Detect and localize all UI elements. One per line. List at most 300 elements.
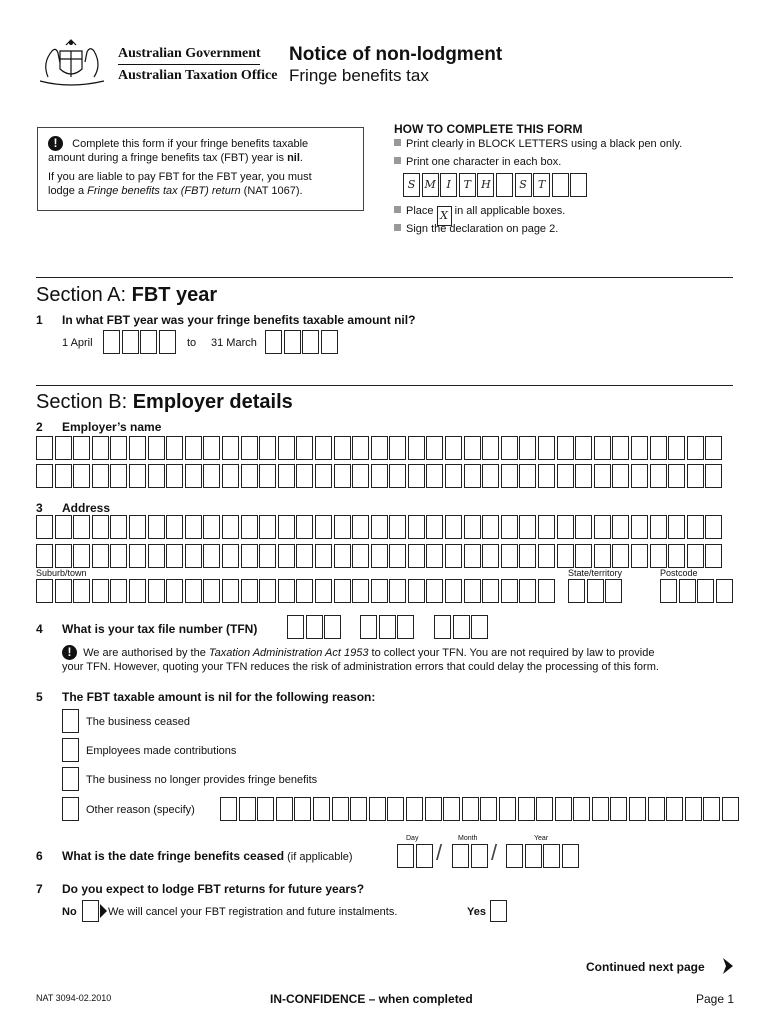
character-cell[interactable] [687,544,704,568]
agency-name: Australian Government [118,46,261,61]
character-cell[interactable] [371,579,388,603]
character-cell[interactable] [443,797,460,821]
character-cell[interactable] [334,544,351,568]
character-cell[interactable] [110,464,127,488]
character-cell[interactable] [462,797,479,821]
year-label: Year [534,835,549,842]
character-cell[interactable] [482,464,499,488]
character-cell[interactable] [222,544,239,568]
info-nat: (NAT 1067). [240,185,303,197]
character-cell[interactable] [519,544,536,568]
q6-question-text: What is the date fringe benefits ceased [62,849,285,863]
character-cell[interactable] [650,464,667,488]
character-cell[interactable] [445,579,462,603]
character-cell[interactable] [525,844,542,868]
character-cell[interactable] [506,844,523,868]
character-cell[interactable] [92,544,109,568]
q2-question: Employer’s name [62,420,162,434]
character-cell[interactable] [464,579,481,603]
character-cell[interactable] [55,515,72,539]
character-cell[interactable] [92,464,109,488]
reason-no-longer-checkbox[interactable] [62,767,79,791]
character-cell[interactable] [278,464,295,488]
character-cell[interactable] [464,515,481,539]
date-year[interactable] [506,844,580,868]
character-cell[interactable] [222,579,239,603]
character-cell[interactable] [519,464,536,488]
character-cell[interactable] [538,515,555,539]
character-cell[interactable] [360,615,377,639]
character-cell[interactable] [352,544,369,568]
character-cell[interactable] [73,579,90,603]
character-cell[interactable] [203,464,220,488]
character-cell[interactable] [425,797,442,821]
character-cell[interactable] [166,544,183,568]
character-cell[interactable] [220,797,237,821]
character-cell[interactable] [594,436,611,460]
character-cell[interactable] [612,515,629,539]
character-cell[interactable] [562,844,579,868]
form-code: NAT 3094-02.2010 [36,993,112,1003]
character-cell[interactable] [166,515,183,539]
character-cell[interactable] [389,544,406,568]
example-cell: M [422,173,439,197]
character-cell[interactable] [408,515,425,539]
q2-number: 2 [36,420,43,434]
character-cell[interactable] [389,579,406,603]
character-cell[interactable] [379,615,396,639]
other-reason-field[interactable] [220,797,741,821]
section-b-label: Section B: [36,391,133,413]
example-cell [496,173,513,197]
character-cell[interactable] [464,464,481,488]
state-field[interactable] [568,579,624,603]
character-cell[interactable] [501,544,518,568]
character-cell[interactable] [313,797,330,821]
character-cell[interactable] [538,544,555,568]
character-cell[interactable] [501,515,518,539]
section-b-name: Employer details [132,391,293,413]
character-cell[interactable] [241,436,258,460]
character-cell[interactable] [594,544,611,568]
character-cell[interactable] [332,797,349,821]
character-cell[interactable] [129,579,146,603]
character-cell[interactable] [538,436,555,460]
character-cell[interactable] [369,797,386,821]
example-cell: H [477,173,494,197]
character-cell[interactable] [612,464,629,488]
character-cell[interactable] [36,464,53,488]
suburb-field[interactable] [36,579,557,603]
character-cell[interactable] [471,844,488,868]
date-month[interactable] [452,844,489,868]
character-cell[interactable] [555,797,572,821]
character-cell[interactable] [92,436,109,460]
character-cell[interactable] [371,515,388,539]
character-cell[interactable] [434,615,451,639]
character-cell[interactable] [453,615,470,639]
character-cell[interactable] [148,544,165,568]
alert-icon: ! [48,136,63,151]
character-cell[interactable] [334,579,351,603]
reason-ceased-label: The business ceased [86,716,190,728]
employer-name-line-2[interactable] [36,464,724,488]
reason-ceased-checkbox[interactable] [62,709,79,733]
character-cell[interactable] [536,797,553,821]
date-separator: / [436,840,443,865]
q6-suffix: (if applicable) [284,851,353,863]
character-cell[interactable] [222,436,239,460]
q5-number: 5 [36,690,43,704]
character-cell[interactable] [259,579,276,603]
example-x-box: X [437,206,452,226]
section-a-name: FBT year [131,284,218,306]
character-cell[interactable] [389,436,406,460]
character-cell[interactable] [650,436,667,460]
character-cell[interactable] [203,544,220,568]
character-cell[interactable] [222,515,239,539]
character-cell[interactable] [259,544,276,568]
character-cell[interactable] [92,579,109,603]
tfn-note-line2: your TFN. However, quoting your TFN reduces the risk of administration errors that could delay the processing of this form. [62,661,659,673]
character-cell[interactable] [352,579,369,603]
character-cell[interactable] [445,436,462,460]
character-cell[interactable] [612,436,629,460]
character-cell[interactable] [697,579,714,603]
character-cell[interactable] [334,515,351,539]
info-nil: nil [287,152,300,164]
tfn-privacy-note [62,645,659,674]
date-day[interactable] [397,844,434,868]
character-cell[interactable] [464,544,481,568]
character-cell[interactable] [397,844,414,868]
character-cell[interactable] [587,579,604,603]
example-cell: I [440,173,457,197]
character-cell[interactable] [315,579,332,603]
character-cell[interactable] [287,615,304,639]
character-cell[interactable] [110,544,127,568]
q4-number: 4 [36,622,43,636]
character-cell[interactable] [687,436,704,460]
character-cell[interactable] [575,436,592,460]
year-cell[interactable] [122,330,139,354]
page-number: Page 1 [696,992,735,1006]
state-label: State/territory [568,568,623,578]
month-label: Month [458,835,478,842]
character-cell[interactable] [241,464,258,488]
character-cell[interactable] [705,544,722,568]
character-cell[interactable] [501,436,518,460]
character-cell[interactable] [306,615,323,639]
character-cell[interactable] [445,464,462,488]
character-cell[interactable] [259,436,276,460]
character-cell[interactable] [222,464,239,488]
character-cell[interactable] [352,464,369,488]
character-cell[interactable] [445,515,462,539]
character-cell[interactable] [518,797,535,821]
character-cell[interactable] [426,544,443,568]
year-cell[interactable] [265,330,282,354]
howto-item-2 [394,156,561,168]
character-cell[interactable] [73,544,90,568]
character-cell[interactable] [296,436,313,460]
character-cell[interactable] [55,579,72,603]
character-cell[interactable] [352,515,369,539]
tfn-group-2[interactable] [360,615,416,639]
character-cell[interactable] [334,464,351,488]
character-cell[interactable] [426,436,443,460]
q6-number: 6 [36,849,43,863]
tfn-group-1[interactable] [287,615,343,639]
character-cell[interactable] [185,464,202,488]
character-cell[interactable] [129,464,146,488]
character-cell[interactable] [129,515,146,539]
character-cell[interactable] [501,579,518,603]
character-cell[interactable] [538,464,555,488]
character-cell[interactable] [110,436,127,460]
character-cell[interactable] [129,436,146,460]
character-cell[interactable] [594,464,611,488]
character-cell[interactable] [408,436,425,460]
character-cell[interactable] [668,436,685,460]
section-divider [36,277,733,278]
character-cell[interactable] [241,515,258,539]
character-cell[interactable] [426,579,443,603]
character-cell[interactable] [257,797,274,821]
character-cell[interactable] [519,436,536,460]
character-cell[interactable] [239,797,256,821]
character-cell[interactable] [445,544,462,568]
fbt-year-to[interactable] [265,330,339,354]
character-cell[interactable] [501,464,518,488]
character-cell[interactable] [166,579,183,603]
character-cell[interactable] [660,579,677,603]
character-cell[interactable] [296,544,313,568]
character-cell[interactable] [352,436,369,460]
character-cell[interactable] [464,436,481,460]
character-cell[interactable] [538,579,555,603]
character-cell[interactable] [499,797,516,821]
character-cell[interactable] [592,797,609,821]
character-cell[interactable] [557,436,574,460]
character-cell[interactable] [557,515,574,539]
character-cell[interactable] [685,797,702,821]
character-cell[interactable] [666,797,683,821]
character-cell[interactable] [315,436,332,460]
character-cell[interactable] [148,579,165,603]
character-cell[interactable] [371,464,388,488]
character-cell[interactable] [36,544,53,568]
character-cell[interactable] [668,464,685,488]
character-cell[interactable] [73,464,90,488]
example-cell: S [403,173,420,197]
character-cell[interactable] [324,615,341,639]
character-cell[interactable] [278,579,295,603]
character-cell[interactable] [315,544,332,568]
howto-item-2-text: Print one character in each box. [406,156,562,168]
character-cell[interactable] [416,844,433,868]
character-cell[interactable] [203,436,220,460]
year-cell[interactable] [302,330,319,354]
character-cell[interactable] [389,464,406,488]
reason-contributions-checkbox[interactable] [62,738,79,762]
character-cell[interactable] [397,615,414,639]
q3-question: Address [62,501,111,515]
section-b-title [36,391,293,414]
character-cell[interactable] [148,436,165,460]
character-cell[interactable] [705,436,722,460]
address-line-2[interactable] [36,544,724,568]
character-cell[interactable] [573,797,590,821]
character-cell[interactable] [278,515,295,539]
character-cell[interactable] [203,579,220,603]
alert-icon: ! [62,645,77,660]
character-cell[interactable] [575,515,592,539]
postcode-field[interactable] [660,579,734,603]
character-cell[interactable] [408,464,425,488]
character-cell[interactable] [594,515,611,539]
character-cell[interactable] [148,464,165,488]
employer-name-line-1[interactable] [36,436,724,460]
character-cell[interactable] [387,797,404,821]
character-cell[interactable] [278,436,295,460]
year-cell[interactable] [140,330,157,354]
character-cell[interactable] [668,544,685,568]
character-cell[interactable] [55,464,72,488]
character-cell[interactable] [648,797,665,821]
character-cell[interactable] [350,797,367,821]
character-cell[interactable] [278,544,295,568]
character-cell[interactable] [110,515,127,539]
character-cell[interactable] [55,544,72,568]
character-cell[interactable] [631,436,648,460]
character-cell[interactable] [687,515,704,539]
character-cell[interactable] [294,797,311,821]
character-cell[interactable] [687,464,704,488]
page-title: Notice of non-lodgment [289,44,503,65]
character-cell[interactable] [55,436,72,460]
character-cell[interactable] [241,579,258,603]
character-cell[interactable] [315,515,332,539]
character-cell[interactable] [629,797,646,821]
character-cell[interactable] [129,544,146,568]
character-cell[interactable] [110,579,127,603]
tfn-note-text: We are authorised by the [83,647,209,659]
no-checkbox[interactable] [82,900,99,922]
character-cell[interactable] [408,579,425,603]
character-cell[interactable] [406,797,423,821]
character-cell[interactable] [703,797,720,821]
character-cell[interactable] [92,515,109,539]
character-cell[interactable] [73,515,90,539]
character-cell[interactable] [543,844,560,868]
howto-item-4-text: Sign the declaration on page 2. [406,223,559,235]
character-cell[interactable] [296,579,313,603]
character-cell[interactable] [296,464,313,488]
character-cell[interactable] [482,544,499,568]
character-cell[interactable] [185,515,202,539]
character-cell[interactable] [705,515,722,539]
reason-other-checkbox[interactable] [62,797,79,821]
character-cell[interactable] [471,615,488,639]
character-cell[interactable] [426,464,443,488]
character-cell[interactable] [452,844,469,868]
character-cell[interactable] [408,544,425,568]
character-cell[interactable] [519,515,536,539]
character-cell[interactable] [557,544,574,568]
tfn-group-3[interactable] [434,615,490,639]
character-cell[interactable] [650,544,667,568]
character-cell[interactable] [276,797,293,821]
character-cell[interactable] [631,515,648,539]
character-cell[interactable] [389,515,406,539]
no-label: No [62,906,77,918]
character-cell[interactable] [166,464,183,488]
character-cell[interactable] [371,436,388,460]
character-cell[interactable] [612,544,629,568]
arrow-right-icon [100,904,107,918]
character-cell[interactable] [334,436,351,460]
character-cell[interactable] [185,544,202,568]
yes-checkbox[interactable] [490,900,507,922]
character-cell[interactable] [575,544,592,568]
character-cell[interactable] [650,515,667,539]
character-cell[interactable] [519,579,536,603]
character-cell[interactable] [668,515,685,539]
character-cell[interactable] [426,515,443,539]
character-cell[interactable] [631,544,648,568]
info-line3: If you are liable to pay FBT for the FBT year, you must [48,171,312,183]
character-cell[interactable] [480,797,497,821]
character-cell[interactable] [148,515,165,539]
character-cell[interactable] [705,464,722,488]
character-cell[interactable] [371,544,388,568]
character-cell[interactable] [557,464,574,488]
character-cell[interactable] [716,579,733,603]
year-cell[interactable] [321,330,338,354]
character-cell[interactable] [296,515,313,539]
year-cell[interactable] [103,330,120,354]
character-cell[interactable] [241,544,258,568]
character-cell[interactable] [36,436,53,460]
character-cell[interactable] [610,797,627,821]
character-cell[interactable] [259,515,276,539]
bullet-icon [394,139,401,146]
character-cell[interactable] [185,579,202,603]
character-cell[interactable] [36,515,53,539]
character-cell[interactable] [315,464,332,488]
character-cell[interactable] [722,797,739,821]
character-cell[interactable] [36,579,53,603]
character-cell[interactable] [73,436,90,460]
character-cell[interactable] [568,579,585,603]
character-cell[interactable] [575,464,592,488]
fbt-year-from[interactable] [103,330,177,354]
character-cell[interactable] [631,464,648,488]
character-cell[interactable] [203,515,220,539]
year-cell[interactable] [159,330,176,354]
year-cell[interactable] [284,330,301,354]
character-cell[interactable] [185,436,202,460]
character-cell[interactable] [679,579,696,603]
address-line-1[interactable] [36,515,724,539]
character-cell[interactable] [482,579,499,603]
character-cell[interactable] [605,579,622,603]
character-cell[interactable] [259,464,276,488]
character-cell[interactable] [482,515,499,539]
character-cell[interactable] [482,436,499,460]
character-cell[interactable] [166,436,183,460]
